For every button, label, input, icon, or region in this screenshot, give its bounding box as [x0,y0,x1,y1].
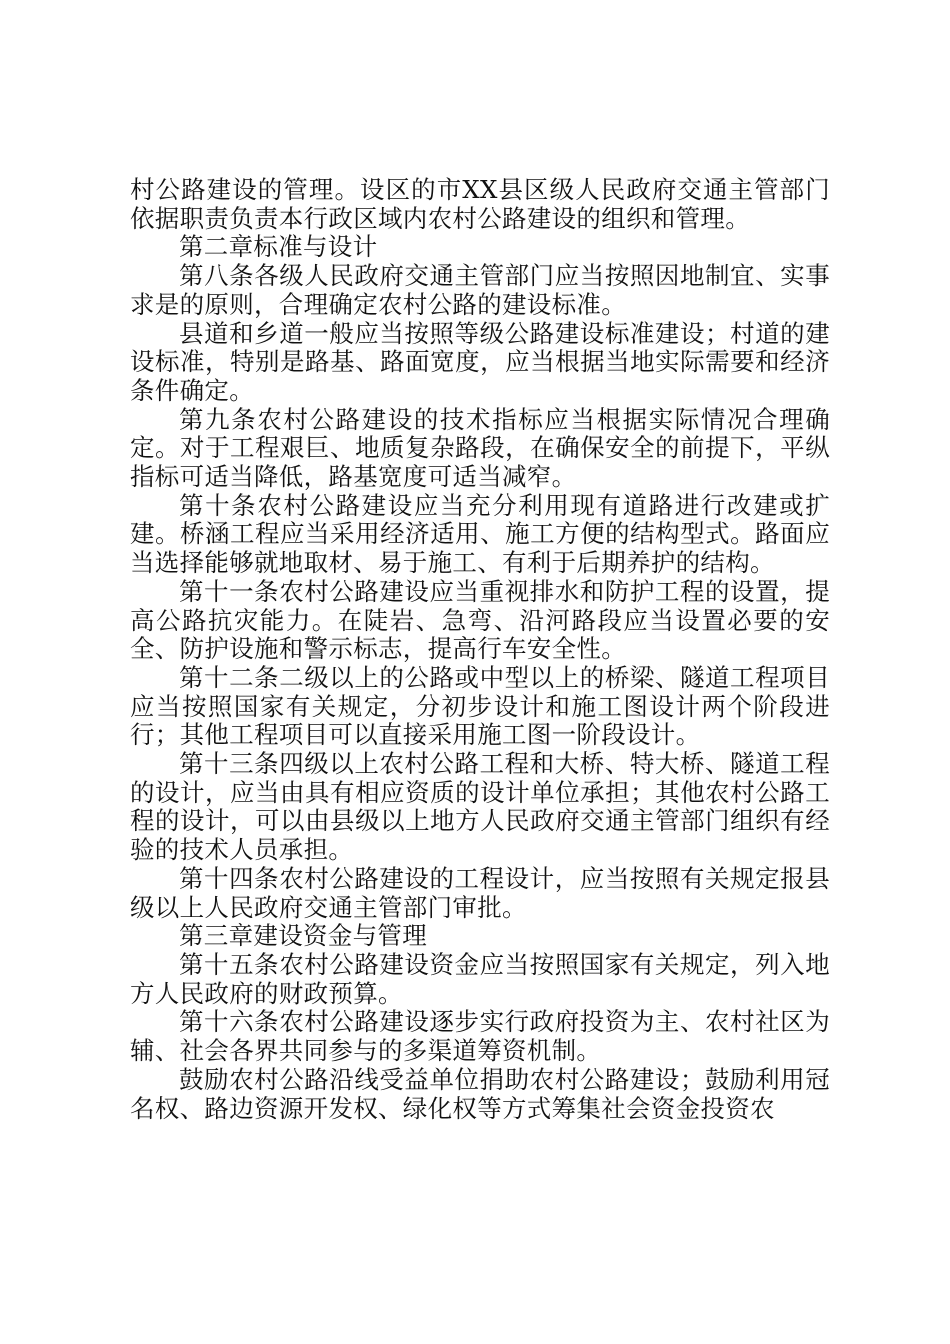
article-14: 第十四条农村公路建设的工程设计，应当按照有关规定报县级以上人民政府交通主管部门审批。 [130,863,830,922]
article-9: 第九条农村公路建设的技术指标应当根据实际情况合理确定。对于工程艰巨、地质复杂路段，在确保安全的前提下，平纵指标可适当降低，路基宽度可适当减窄。 [130,404,830,492]
article-16-clause: 鼓励农村公路沿线受益单位捐助农村公路建设；鼓励利用冠名权、路边资源开发权、绿化权等方式筹集社会资金投资农 [130,1064,830,1123]
paragraph-continuation: 村公路建设的管理。设区的市XX县区级人民政府交通主管部门依据职责负责本行政区域内农村公路建设的组织和管理。 [130,175,830,233]
document-body [130,176,830,1123]
article-13: 第十三条四级以上农村公路工程和大桥、特大桥、隧道工程的设计，应当由具有相应资质的设计单位承担；其他农村公路工程的设计，可以由县级以上地方人民政府交通主管部门组织有经验的技术人员承担。 [130,749,830,865]
article-15: 第十五条农村公路建设资金应当按照国家有关规定，列入地方人民政府的财政预算。 [130,949,830,1008]
article-12: 第十二条二级以上的公路或中型以上的桥梁、隧道工程项目应当按照国家有关规定，分初步设计和施工图设计两个阶段进行；其他工程项目可以直接采用施工图一阶段设计。 [130,662,830,750]
article-8: 第八条各级人民政府交通主管部门应当按照因地制宜、实事求是的原则，合理确定农村公路的建设标准。 [130,261,830,319]
article-10: 第十条农村公路建设应当充分利用现有道路进行改建或扩建。桥涵工程应当采用经济适用、施工方便的结构型式。路面应当选择能够就地取材、易于施工、有利于后期养护的结构。 [130,490,830,578]
article-16: 第十六条农村公路建设逐步实行政府投资为主、农村社区为辅、社会各界共同参与的多渠道筹资机制。 [130,1007,830,1066]
chapter-heading-3: 第三章建设资金与管理 [179,921,427,951]
article-8-clause: 县道和乡道一般应当按照等级公路建设标准建设；村道的建设标准，特别是路基、路面宽度，应当根据当地实际需要和经济条件确定。 [130,318,830,405]
article-11: 第十一条农村公路建设应当重视排水和防护工程的设置，提高公路抗灾能力。在陡岩、急弯、沿河路段应当设置必要的安全、防护设施和警示标志，提高行车安全性。 [130,576,830,664]
chapter-heading-2: 第二章标准与设计 [179,232,378,262]
